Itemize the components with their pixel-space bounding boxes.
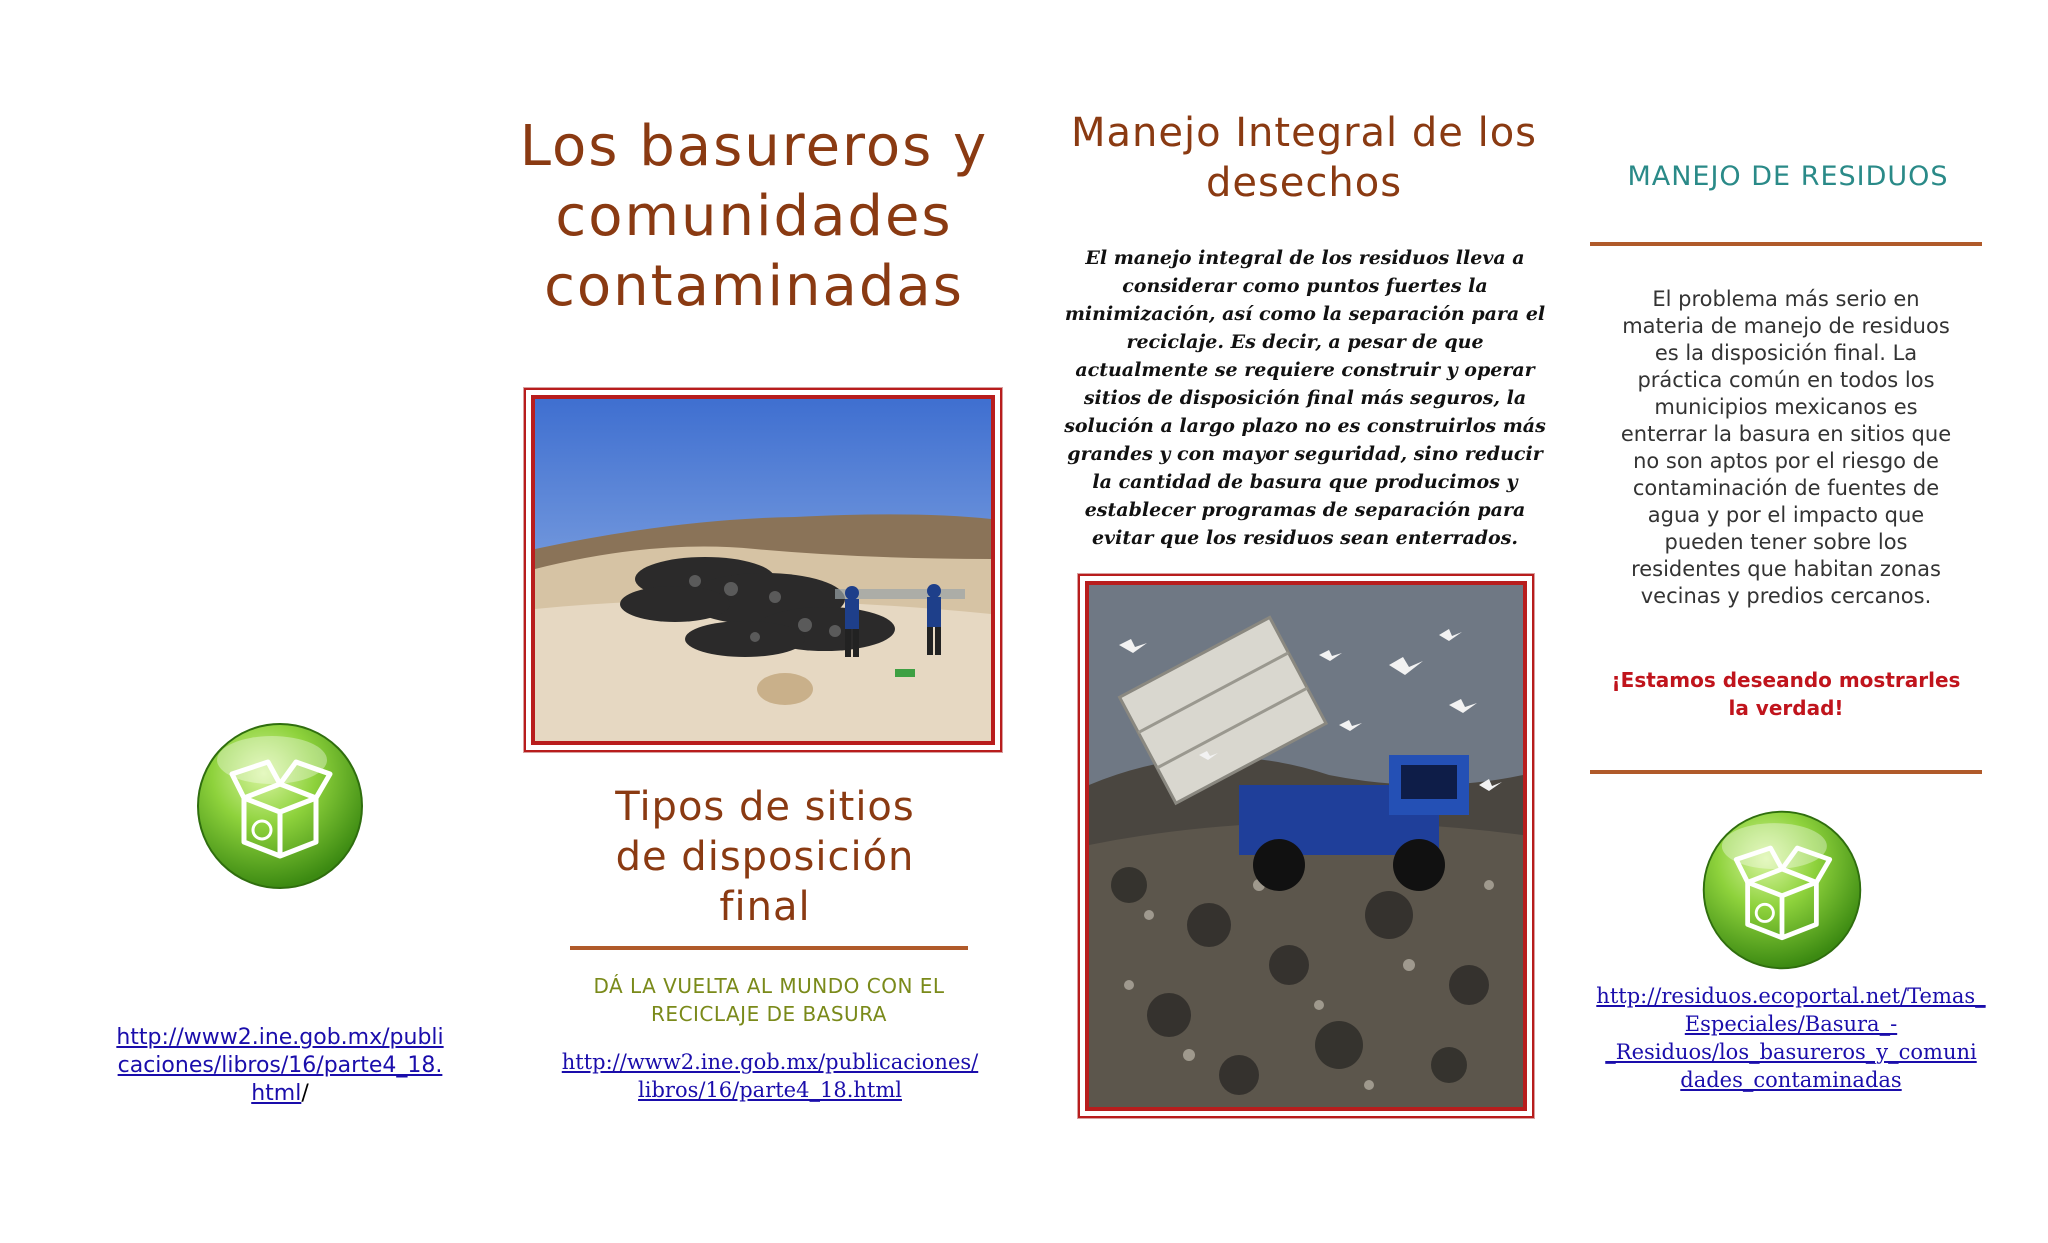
body-line: solución a largo plazo no es construirlos más	[1064, 415, 1546, 437]
recycle-icon	[192, 718, 368, 894]
link-line[interactable]: html	[251, 1081, 302, 1106]
recycle-icon	[1698, 806, 1866, 974]
link-line[interactable]: http://www2.ine.gob.mx/publi	[116, 1025, 444, 1050]
callout-line: ¡Estamos deseando mostrarles	[1611, 668, 1961, 692]
link-line[interactable]: dades_contaminadas	[1680, 1068, 1902, 1092]
panel-heading: MANEJO DE RESIDUOS	[1627, 161, 1949, 192]
body-line: grandes y con mayor seguridad, sino reducir	[1067, 443, 1543, 465]
body-paragraph	[1590, 286, 1982, 610]
callout-line: la verdad!	[1728, 696, 1844, 720]
body-line: municipios mexicanos es	[1654, 395, 1918, 419]
subtitle-line: de disposición	[615, 834, 915, 880]
body-line: residentes que habitan zonas	[1631, 557, 1941, 581]
body-line: El problema más serio en	[1652, 287, 1920, 311]
tagline	[556, 972, 982, 1028]
link-line[interactable]: Especiales/Basura_-	[1684, 1012, 1898, 1036]
title-line: comunidades	[555, 184, 953, 249]
source-link-3[interactable]	[1576, 982, 2006, 1094]
tagline-line: RECICLAJE DE BASURA	[651, 1002, 887, 1026]
link-line[interactable]: libros/16/parte4_18.html	[638, 1078, 902, 1102]
body-line: considerar como puntos fuertes la	[1122, 275, 1488, 297]
link-line[interactable]: http://www2.ine.gob.mx/publicaciones/	[561, 1050, 979, 1074]
body-line: pueden tener sobre los	[1664, 530, 1908, 554]
body-line: evitar que los residuos sean enterrados.	[1091, 527, 1519, 549]
body-line: enterrar la basura en sitios que	[1620, 422, 1952, 446]
subtitle-line: Tipos de sitios	[615, 784, 915, 830]
link-trailing: /	[301, 1081, 309, 1106]
body-line: práctica común en todos los	[1637, 368, 1935, 392]
section-subtitle	[560, 782, 970, 932]
divider	[1590, 242, 1982, 246]
link-line[interactable]: caciones/libros/16/parte4_18.	[117, 1053, 443, 1078]
landfill-workers-photo	[524, 388, 1002, 752]
body-line: actualmente se requiere construir y operar	[1075, 359, 1535, 381]
body-line: minimización, así como la separación para el	[1064, 303, 1546, 325]
brochure-title	[508, 112, 1000, 322]
body-paragraph	[1060, 244, 1550, 552]
section-title	[1058, 108, 1550, 208]
body-line: establecer programas de separación para	[1084, 499, 1526, 521]
divider	[570, 946, 968, 950]
body-line: es la disposición final. La	[1654, 341, 1918, 365]
title-line: desechos	[1205, 160, 1403, 206]
source-link-2[interactable]	[548, 1048, 992, 1104]
body-line: la cantidad de basura que producimos y	[1092, 471, 1518, 493]
body-line: materia de manejo de residuos	[1622, 314, 1950, 338]
callout-text	[1590, 666, 1982, 722]
body-line: vecinas y predios cercanos.	[1640, 584, 1932, 608]
body-line: agua y por el impacto que	[1647, 503, 1925, 527]
title-line: Los basureros y	[519, 114, 989, 179]
divider	[1590, 770, 1982, 774]
body-line: sitios de disposición final más seguros, la	[1083, 387, 1527, 409]
body-line: no son aptos por el riesgo de	[1633, 449, 1939, 473]
body-line: contaminación de fuentes de	[1632, 476, 1940, 500]
tagline-line: DÁ LA VUELTA AL MUNDO CON EL	[593, 974, 945, 998]
body-line: El manejo integral de los residuos lleva a	[1085, 247, 1525, 269]
body-line: reciclaje. Es decir, a pesar de que	[1126, 331, 1484, 353]
link-line[interactable]: _Residuos/los_basureros_y_comuni	[1605, 1040, 1977, 1064]
link-line[interactable]: http://residuos.ecoportal.net/Temas_	[1596, 984, 1986, 1008]
title-line: Manejo Integral de los	[1070, 110, 1538, 156]
source-link-1[interactable]	[96, 1024, 464, 1108]
garbage-truck-photo	[1078, 574, 1534, 1118]
title-line: contaminadas	[544, 254, 964, 319]
subtitle-line: final	[719, 884, 811, 930]
